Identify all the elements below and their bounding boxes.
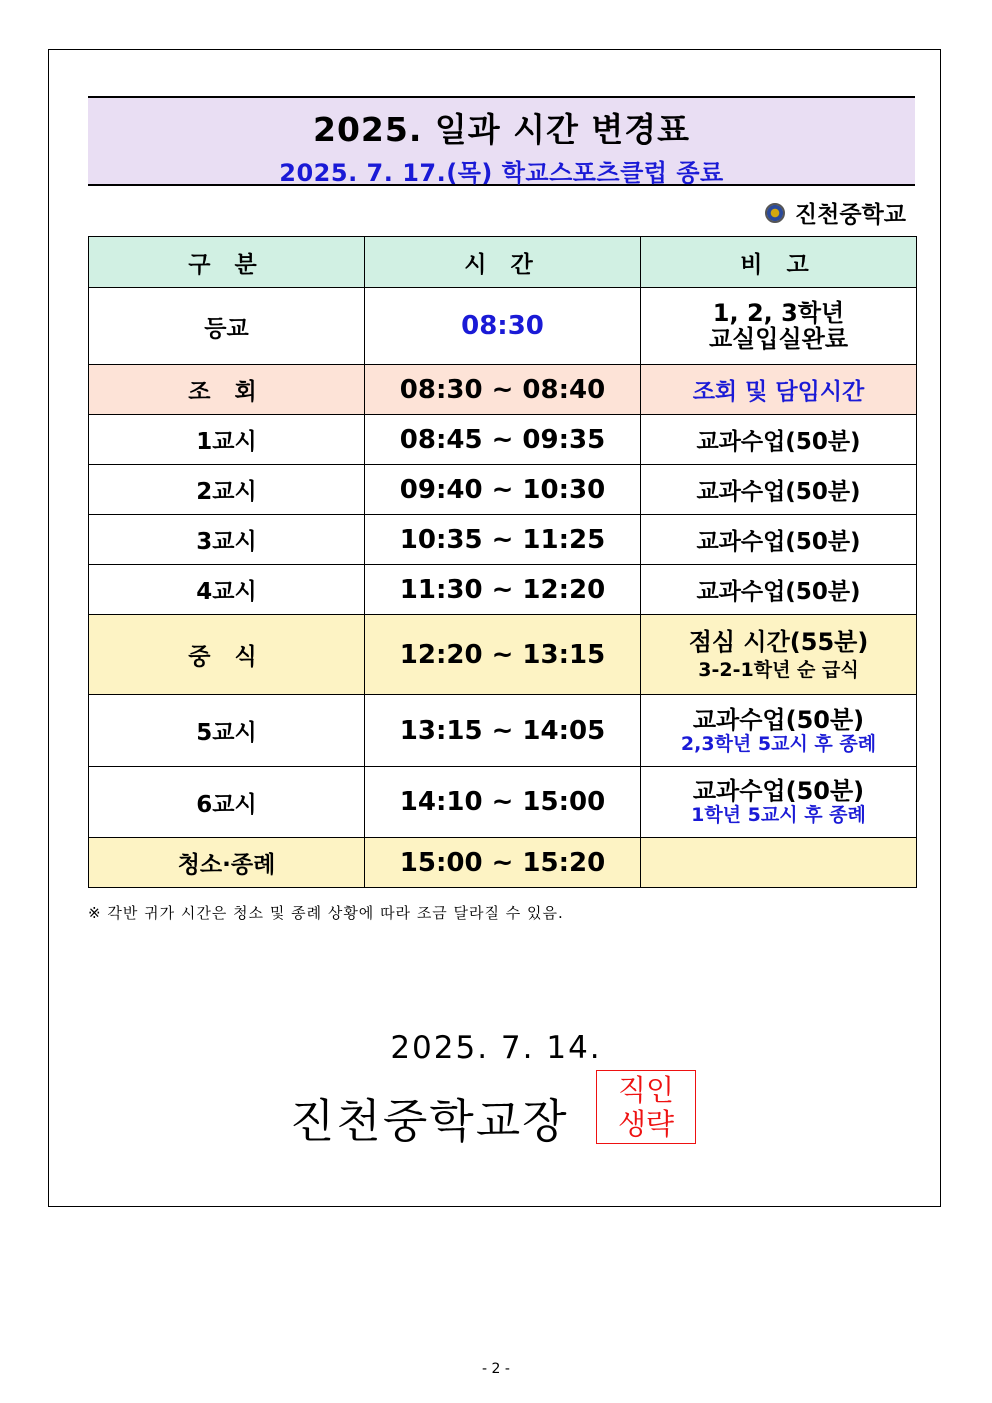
footnote: ※ 각반 귀가 시간은 청소 및 종례 상황에 따라 조금 달라질 수 있음. — [88, 904, 564, 922]
note-line: 교과수업(50분) — [692, 777, 865, 805]
seal-line: 생략 — [617, 1107, 675, 1141]
period-cell: 등교 — [89, 288, 365, 365]
principal-signature: 진천중학교장 — [290, 1094, 569, 1148]
period-cell: 4교시 — [89, 565, 365, 615]
time-cell: 11:30 ~ 12:20 — [365, 565, 641, 615]
table-row — [89, 565, 917, 615]
table-row — [89, 767, 917, 838]
column-header: 구 분 — [89, 237, 365, 288]
page-number: - 2 - — [482, 1361, 510, 1377]
column-header: 시 간 — [365, 237, 641, 288]
period-cell: 3교시 — [89, 515, 365, 565]
period-cell: 6교시 — [89, 767, 365, 838]
note-cell — [641, 615, 917, 695]
note-cell — [641, 288, 917, 365]
period-cell: 조 회 — [89, 365, 365, 415]
table-row — [89, 515, 917, 565]
page-subtitle: 2025. 7. 17.(목) 학교스포츠클럽 종료 — [279, 159, 724, 187]
note-cell — [641, 767, 917, 838]
note-subline: 2,3학년 5교시 후 종례 — [680, 732, 877, 755]
note-cell: 교과수업(50분) — [641, 415, 917, 465]
note-subline: 1학년 5교시 후 종례 — [691, 804, 866, 826]
time-cell: 10:35 ~ 11:25 — [365, 515, 641, 565]
period-cell: 청소·종례 — [89, 838, 365, 888]
period-cell: 1교시 — [89, 415, 365, 465]
note-line: 1, 2, 3학년 — [712, 299, 845, 327]
table-header-row — [89, 237, 917, 288]
time-cell: 08:30 ~ 08:40 — [365, 365, 641, 415]
time-cell: 14:10 ~ 15:00 — [365, 767, 641, 838]
table-row — [89, 838, 917, 888]
column-header: 비 고 — [641, 237, 917, 288]
time-cell: 08:30 — [365, 288, 641, 365]
time-cell: 08:45 ~ 09:35 — [365, 415, 641, 465]
seal-line: 직인 — [617, 1073, 675, 1107]
table-row — [89, 288, 917, 365]
note-cell — [641, 695, 917, 767]
time-cell: 15:00 ~ 15:20 — [365, 838, 641, 888]
table-row — [89, 465, 917, 515]
table-row — [89, 695, 917, 767]
page-title: 2025. 일과 시간 변경표 — [313, 110, 690, 149]
title-banner — [88, 96, 915, 186]
note-subline: 3-2-1학년 순 급식 — [698, 658, 859, 681]
note-line: 교과수업(50분) — [692, 705, 865, 734]
official-seal-box — [596, 1070, 696, 1144]
time-cell: 12:20 ~ 13:15 — [365, 615, 641, 695]
time-cell: 09:40 ~ 10:30 — [365, 465, 641, 515]
table-row — [89, 365, 917, 415]
table-row — [89, 615, 917, 695]
note-cell — [641, 838, 917, 888]
schedule-table — [88, 236, 917, 888]
note-cell: 조회 및 담임시간 — [641, 365, 917, 415]
period-cell: 중 식 — [89, 615, 365, 695]
note-line: 교실입실완료 — [708, 325, 849, 353]
school-name: 진천중학교 — [794, 202, 906, 228]
note-line: 점심 시간(55분) — [688, 627, 869, 656]
note-cell: 교과수업(50분) — [641, 465, 917, 515]
issue-date: 2025. 7. 14. — [390, 1030, 602, 1066]
note-cell: 교과수업(50분) — [641, 565, 917, 615]
note-cell: 교과수업(50분) — [641, 515, 917, 565]
school-emblem-icon — [765, 203, 785, 223]
time-cell: 13:15 ~ 14:05 — [365, 695, 641, 767]
school-tag — [765, 196, 906, 229]
period-cell: 5교시 — [89, 695, 365, 767]
period-cell: 2교시 — [89, 465, 365, 515]
table-row — [89, 415, 917, 465]
